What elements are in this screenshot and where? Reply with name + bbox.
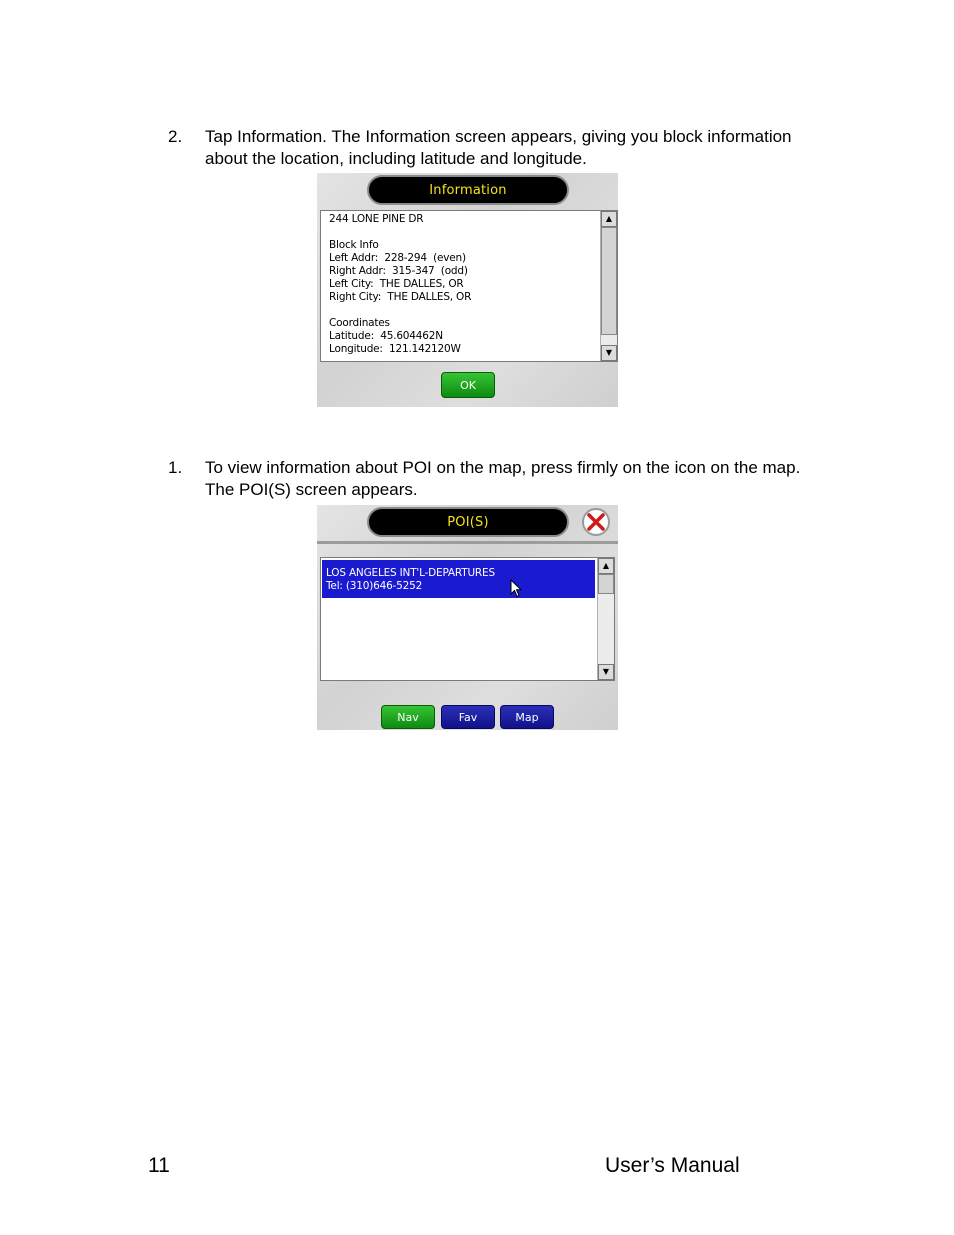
info-scrollbar[interactable] — [600, 211, 617, 361]
step-text: Tap Information. The Information screen appears, giving you block information about the location, including latitude and longitude. — [205, 127, 792, 168]
scroll-thumb[interactable] — [598, 574, 614, 594]
information-screen — [317, 173, 618, 407]
info-line: 244 LONE PINE DR — [329, 213, 424, 225]
screen-title: Information — [367, 175, 569, 205]
poi-phone: Tel: (310)646-5252 — [326, 580, 423, 592]
poi-list — [320, 557, 615, 681]
scroll-thumb[interactable] — [601, 227, 617, 335]
close-icon — [584, 510, 608, 534]
info-line: Longitude: 121.142120W — [329, 343, 461, 355]
poi-name: LOS ANGELES INT'L-DEPARTURES — [326, 567, 495, 579]
poi-scrollbar[interactable] — [597, 558, 614, 680]
page-number: 11 — [148, 1154, 170, 1177]
nav-button[interactable]: Nav — [381, 705, 435, 729]
step-number: 1. — [168, 458, 183, 477]
step-text: To view information about POI on the map, press firmly on the icon on the map. The POI(S) screen appears. — [205, 458, 801, 499]
fav-button[interactable]: Fav — [441, 705, 495, 729]
step-number: 2. — [168, 127, 183, 146]
info-line: Right Addr: 315-347 (odd) — [329, 265, 468, 277]
poi-screen — [317, 505, 618, 730]
info-line: Block Info — [329, 239, 379, 251]
scroll-up-arrow-icon[interactable]: ▲ — [598, 558, 614, 574]
cursor-arrow-icon — [510, 579, 522, 599]
screen-title: POI(S) — [367, 507, 569, 537]
close-button[interactable] — [582, 508, 610, 536]
title-divider — [317, 541, 618, 544]
ok-button[interactable]: OK — [441, 372, 495, 398]
scroll-up-arrow-icon[interactable]: ▲ — [601, 211, 617, 227]
list-item-selected[interactable] — [322, 560, 595, 598]
information-panel — [320, 210, 618, 362]
info-line: Coordinates — [329, 317, 390, 329]
scroll-down-arrow-icon[interactable]: ▼ — [601, 345, 617, 361]
info-line: Right City: THE DALLES, OR — [329, 291, 472, 303]
scroll-down-arrow-icon[interactable]: ▼ — [598, 664, 614, 680]
info-line: Left City: THE DALLES, OR — [329, 278, 464, 290]
map-button[interactable]: Map — [500, 705, 554, 729]
manual-title: User’s Manual — [605, 1154, 740, 1177]
info-line: Left Addr: 228-294 (even) — [329, 252, 466, 264]
info-line: Latitude: 45.604462N — [329, 330, 443, 342]
